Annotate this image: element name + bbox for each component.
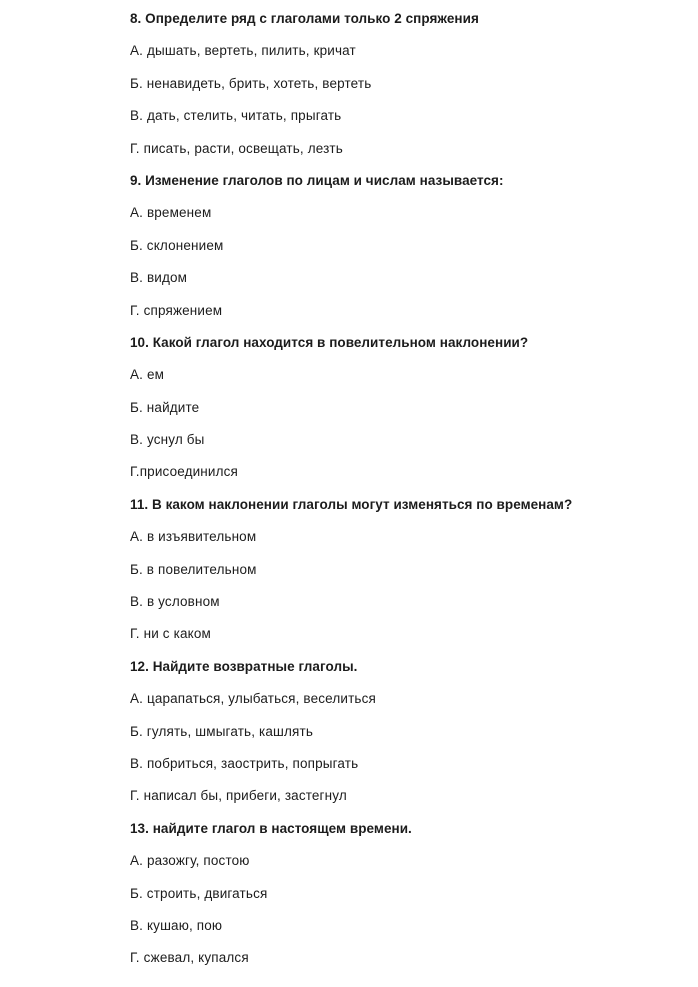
question-11 bbox=[130, 495, 690, 657]
answer-option-g: Г. спряжением bbox=[130, 302, 223, 318]
question-9 bbox=[130, 171, 690, 333]
answer-option-a: А. царапаться, улыбаться, веселиться bbox=[130, 691, 376, 707]
answer-option-b: Б. ненавидеть, брить, хотеть, вертеть bbox=[130, 75, 372, 91]
answer-option-b: Б. найдите bbox=[130, 399, 200, 415]
question-title: 13. найдите глагол в настоящем времени. bbox=[130, 820, 412, 836]
answer-option-v: В. в условном bbox=[130, 594, 220, 610]
answer-option-v: В. видом bbox=[130, 270, 188, 286]
question-12 bbox=[130, 657, 690, 819]
answer-option-a: А. дышать, вертеть, пилить, кричат bbox=[130, 43, 356, 59]
answer-option-v: В. кушаю, пою bbox=[130, 917, 223, 933]
question-title: 11. В каком наклонении глаголы могут изменяться по временам? bbox=[130, 496, 573, 512]
answer-option-a: А. ем bbox=[130, 367, 165, 383]
answer-option-g: Г. написал бы, прибеги, застегнул bbox=[130, 788, 347, 804]
answer-option-a: А. в изъявительном bbox=[130, 529, 257, 545]
answer-option-g: Г. сжевал, купался bbox=[130, 950, 249, 966]
answer-option-b: Б. гулять, шмыгать, кашлять bbox=[130, 723, 314, 739]
question-title: 8. Определите ряд с глаголами только 2 спряжения bbox=[130, 11, 479, 26]
answer-option-b: Б. склонением bbox=[130, 237, 224, 253]
question-title: 12. Найдите возвратные глаголы. bbox=[130, 658, 358, 674]
answer-option-g: Г.присоединился bbox=[130, 464, 238, 480]
answer-option-a: А. разожгу, постою bbox=[130, 853, 250, 869]
answer-option-v: В. побриться, заострить, попрыгать bbox=[130, 755, 359, 771]
test-document bbox=[130, 9, 690, 981]
question-8 bbox=[130, 9, 690, 171]
question-10 bbox=[130, 333, 690, 495]
answer-option-g: Г. ни с каком bbox=[130, 626, 211, 642]
answer-option-v: В. дать, стелить, читать, прыгать bbox=[130, 108, 342, 124]
answer-option-b: Б. в повелительном bbox=[130, 561, 257, 577]
answer-option-g: Г. писать, расти, освещать, лезть bbox=[130, 140, 343, 156]
question-title: 10. Какой глагол находится в повелительном наклонении? bbox=[130, 334, 529, 350]
question-13 bbox=[130, 819, 690, 981]
answer-option-b: Б. строить, двигаться bbox=[130, 885, 268, 901]
question-title: 9. Изменение глаголов по лицам и числам называется: bbox=[130, 172, 504, 188]
answer-option-v: В. уснул бы bbox=[130, 432, 205, 448]
answer-option-a: А. временем bbox=[130, 205, 212, 221]
